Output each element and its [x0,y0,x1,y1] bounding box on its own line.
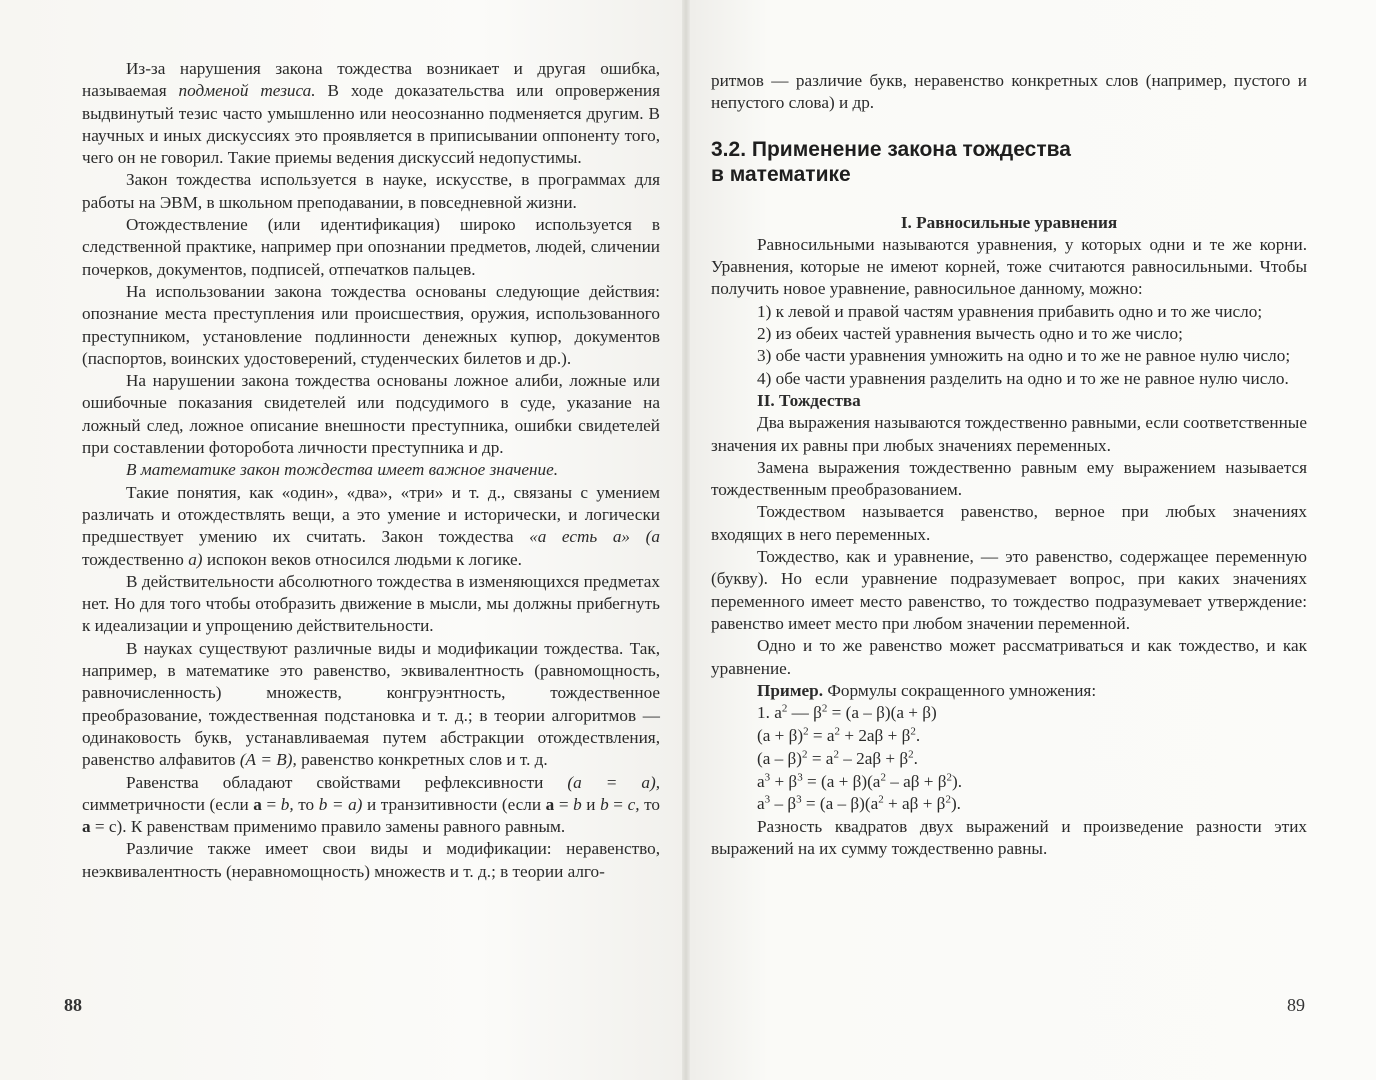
paragraph [82,459,660,481]
page-number-left: 88 [64,995,82,1015]
text-segment: «а есть а» (а [529,527,660,547]
text-segment: + 2aβ + β [840,725,911,745]
formula [711,702,1307,725]
paragraph [82,214,660,281]
subsection-title: I. Равносильные уравнения [900,212,1118,232]
paragraph [82,772,660,839]
text-segment: Различие также имеет свои виды и модификации: неравенство, неэквивалентность (неравномощность) множеств и т. д.; в теории алго- [82,839,660,881]
text-segment: Закон тождества используется в науке, искусстве, в программах для работы на ЭВМ, в школьном преподавании, в повседневной жизни. [82,170,660,212]
section-heading-line2: в математике [711,162,851,186]
text-segment: = a [808,725,835,745]
paragraph [82,482,660,571]
text-segment: и транзитивности (если [362,794,546,814]
paragraph [82,838,660,883]
text-segment: 2 [821,702,828,715]
list-item: 2) из обеих частей уравнения вычесть одно и то же число; [757,324,1183,344]
text-segment: Отождествление (или идентификация) широко используется в следственной практике, например при опознании предметов, людей, сличении почерков, документов, подписей, отпечатков пальцев. [82,215,660,279]
text-segment: — β [787,703,822,723]
formula [711,725,1307,748]
text-segment: = (a + β)(a [802,771,881,791]
text-segment: Из-за нарушения закона тождества возникает и другая ошибка, называемая [82,59,660,101]
paragraph [82,58,660,169]
text-segment: – β [770,794,797,814]
text-segment: подменой тезиса. [178,81,316,101]
text-segment: . [913,748,918,768]
paragraph: Два выражения называются тождественно равными, если соответственные значения их равны при любых значениях переменных. [711,413,1307,455]
text-segment: 2 [802,747,808,760]
paragraph: Тождеством называется равенство, верное при любых значениях входящих в него переменных. [711,502,1307,544]
text-segment: а [82,817,91,837]
text-segment: В действительности абсолютного тождества в изменяющихся предметах нет. Но для того чтобы отобразить движение в мысли, мы должны прибегнуть к идеализации и упрощению действительности. [82,571,660,636]
text-segment: а [253,794,262,814]
text-segment: а) [188,549,203,569]
text-segment: = [608,794,628,814]
formula [711,793,1307,816]
text-segment: 2 [833,747,839,760]
text-segment: c, [627,794,640,814]
paragraph: Одно и то же равенство может рассматриваться и как тождество, и как уравнение. [711,636,1307,678]
paragraph [82,571,660,638]
paragraph: Замена выражения тождественно равным ему выражением называется тождественным преобразованием. [711,457,1307,500]
text-segment: Равенства обладают свойствами рефлексивности [126,772,568,792]
text-segment: = с). К равенствам применимо правило замены равного равным. [90,817,566,837]
text-segment: 3 [764,793,771,806]
text-segment: 2 [910,725,916,738]
list-item: 1) к левой и правой частям уравнения прибавить одно и то же число; [757,301,1263,321]
text-segment: 1. a [757,703,782,723]
text-segment: (a – β) [757,748,803,768]
text-segment: b [573,794,582,814]
text-segment: и [581,794,601,814]
text-segment: равенство конкретных слов и т. д. [296,750,548,770]
paragraph: Разность квадратов двух выражений и произведение разности этих выражений на их сумму тождественно равны. [711,817,1307,859]
text-segment: В математике закон тождества имеет важное значение. [126,460,559,480]
right-page-text [711,70,1307,861]
text-segment: (а = а), [567,772,661,792]
text-segment: = (a – β)(a [801,794,879,814]
page-number-right: 89 [1287,995,1305,1015]
paragraph: Равносильными называются уравнения, у которых одни и те же корни. Уравнения, которые не имеют корней, тоже считаются равносильными. Чтобы получить новое уравнение, равносильное данному, можно: [711,234,1307,299]
paragraph [82,638,660,772]
text-segment: Такие понятия, как «один», «два», «три» и т. д., связаны с умением различать и отождествлять вещи, а это умение и исторически, и логически предшествует умению их считать. Закон тождества [82,482,660,547]
text-segment: b = а) [318,794,363,814]
text-segment: 2 [945,793,951,806]
example-label: Пример. [757,680,824,700]
text-segment: На нарушении закона тождества основаны ложное алиби, ложные или ошибочные показания свидетелей или подсудимого в суде, указание на ложный след, ложное описание внешности преступника, ошибки свидетелей при составлении фоторобота личности преступника и др. [82,371,660,458]
text-segment: b, [280,794,294,814]
text-segment: В науках существуют различные виды и модификации тождества. Так, например, в математике это равенство, эквивалентность (равномощность, равночисленность) множеств, конгруэнтность, тождественное преобразование, тождественная подстановка и т. д.; в теории алгоритмов — одинаковость букв, устанавливаемая путем абстракции отождествления, равенство алфавитов [82,638,660,770]
text-segment: = [554,794,574,814]
text-segment: 2 [834,725,841,738]
paragraph: Тождество, как и уравнение, — это равенство, содержащее переменную (букву). Но если уравнение подразумевает вопрос, при каких значениях переменного имеет место равенство, то тождество подразумевает утверждение: равенство имеет место при любом значении переменной. [711,547,1307,633]
formula [711,771,1307,794]
text-segment: 2 [878,793,884,806]
text-segment: 2 [781,702,788,715]
text-segment: 2 [908,747,914,760]
text-segment: 3 [797,770,803,783]
text-segment: = [261,794,281,814]
paragraph [82,169,660,214]
text-segment: тождественно [82,549,189,569]
text-segment: – 2aβ + β [838,748,909,768]
text-segment: 2 [803,725,809,738]
text-segment: В ходе доказательства или опровержения выдвинутый тезис часто умышленно или неосознанно подменяется другим. В научных и иных дискуссиях это проявляется в приписывании оппоненту того, чего он не говорил. Такие приемы ведения дискуссий недопустимы. [82,81,660,168]
text-segment: испокон веков относился людьми к логике. [202,549,522,569]
subsection-title: II. Тождества [757,390,861,410]
text-segment: 2 [880,770,886,783]
list-item: 3) обе части уравнения умножить на одно и то же не равное нулю число; [757,346,1291,366]
formula [711,748,1307,771]
text-segment: – aβ + β [885,771,947,791]
text-segment: (А = В), [239,750,297,770]
book-gutter [682,0,690,1080]
list-item: 4) обе части уравнения разделить на одно и то же не равное нулю число. [757,368,1289,388]
text-segment: a [757,794,765,814]
text-segment: + aβ + β [883,794,946,814]
text-segment: 3 [796,793,802,806]
text-segment: = a [807,748,834,768]
text-segment: ). [952,771,963,791]
text-segment: = (a – β)(a + β) [827,703,937,723]
text-segment: 3 [764,770,771,783]
text-segment: b [600,794,609,814]
paragraph-continuation: ритмов — различие букв, неравенство конкретных слов (например, пустого и непустого слова) и др. [711,71,1307,113]
paragraph [82,370,660,459]
text-segment: то [639,794,660,814]
text-segment: а [545,794,555,814]
text-segment: 2 [946,770,953,783]
example-text: Формулы сокращенного умножения: [823,680,1097,700]
text-segment: (a + β) [757,725,804,745]
example-line [711,680,1307,702]
text-segment: + β [770,771,798,791]
text-segment: a [757,771,765,791]
text-segment: . [915,725,921,745]
left-page-text [82,58,660,883]
section-heading [711,137,1307,187]
text-segment: симметричности (если [82,794,254,814]
paragraph [82,281,660,370]
text-segment: На использовании закона тождества основаны следующие действия: опознание места преступления или происшествия, оружия, использованного преступником, установление подлинности денежных купюр, документов (паспортов, воинских удостоверений, студенческих билетов и др.). [82,281,660,368]
text-segment: ). [950,794,961,814]
text-segment: то [293,794,319,814]
section-heading-line1: 3.2. Применение закона тождества [711,137,1071,161]
